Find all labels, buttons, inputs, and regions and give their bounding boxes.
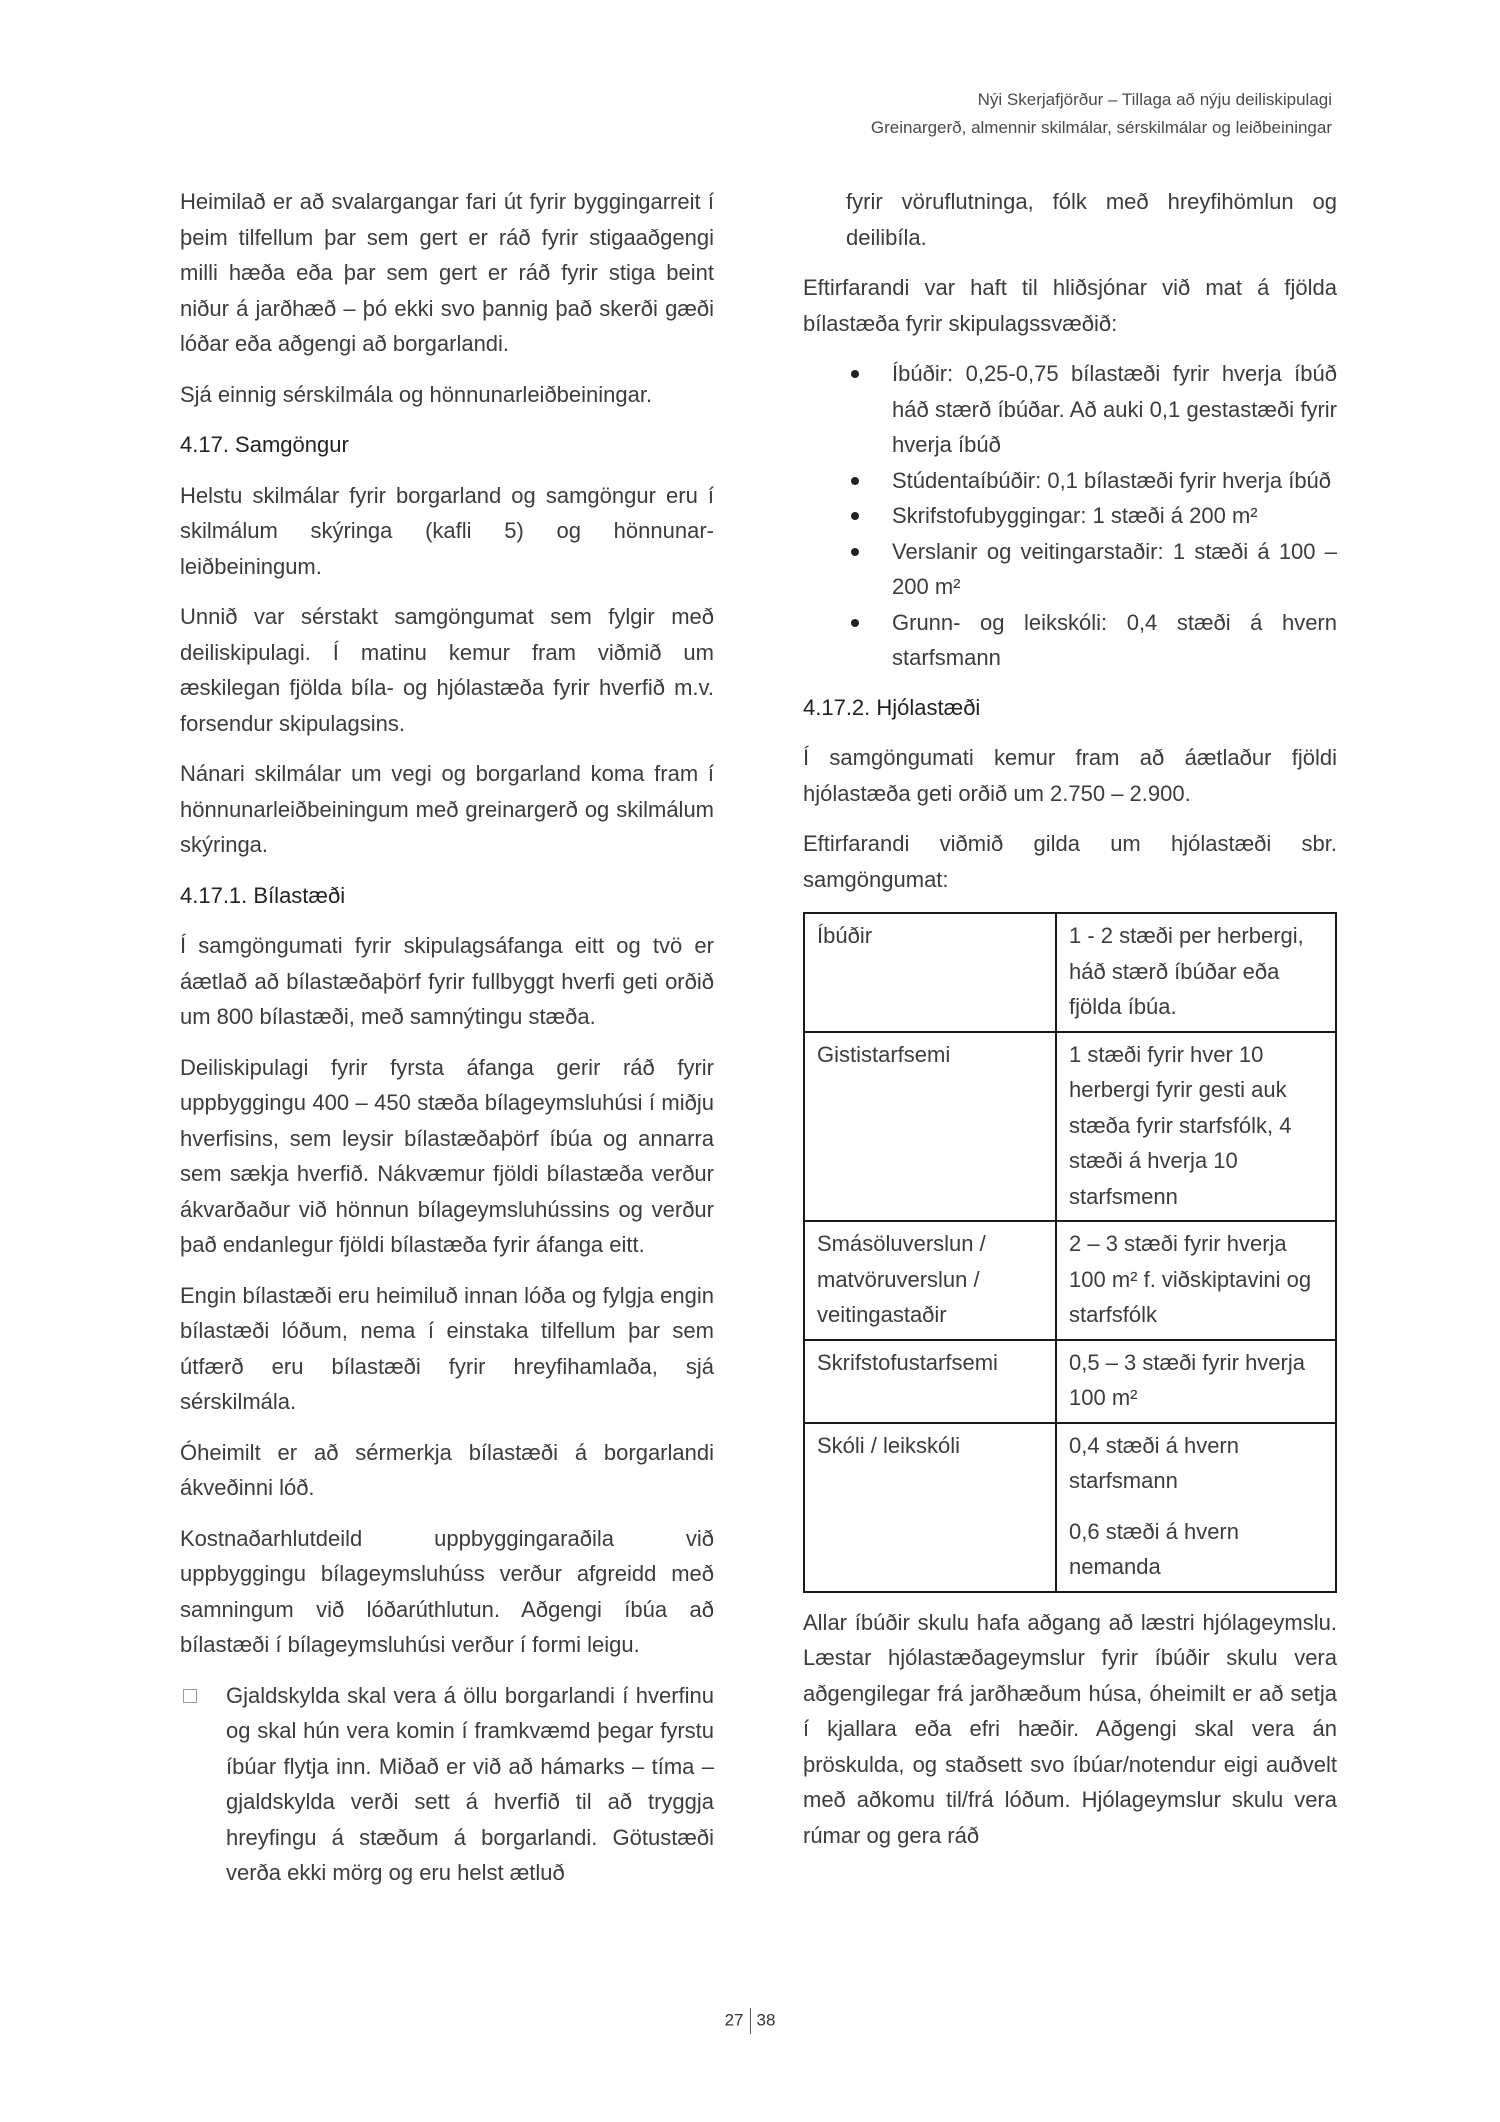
current-page: 27 — [724, 2010, 744, 2030]
table-cell-category: Gististarfsemi — [804, 1032, 1056, 1222]
paragraph: Eftirfarandi viðmið gilda um hjólastæði sbr. samgöngumat: — [803, 831, 1337, 892]
section-heading-4-17: 4.17. Samgöngur — [180, 432, 349, 457]
list-item: Íbúðir: 0,25-0,75 bílastæði fyrir hverja íbúð háð stærð íbúðar. Að auki 0,1 gestastæði fyrir hverja íbúð — [803, 356, 1337, 463]
table-cell-category: Skóli / leikskóli — [804, 1423, 1056, 1592]
table-row — [804, 1423, 1336, 1592]
paragraph: Í samgöngumati kemur fram að áætlaður fjöldi hjólastæða geti orðið um 2.750 – 2.900. — [803, 745, 1337, 806]
paragraph: Deiliskipulagi fyrir fyrsta áfanga gerir ráð fyrir uppbyggingu 400 – 450 stæða bílageymsluhúsi í miðju hverfisins, sem leysir bílastæðaþörf íbúa og annarra sem sækja hverfið. Nákvæmur fjöldi bílastæða verður ákvarðaður við hönnun bílageymsluhússins og verður það endanlegur fjöldi bílastæða fyrir áfanga eitt. — [180, 1054, 714, 1257]
list-item: Verslanir og veitingarstaðir: 1 stæði á 100 – 200 m² — [803, 534, 1337, 605]
table-cell-requirement: 1 stæði fyrir hver 10 herbergi fyrir gesti auk stæða fyrir starfsfólk, 4 stæði á hverja 10 starfsmenn — [1056, 1032, 1336, 1222]
paragraph: Í samgöngumati fyrir skipulagsáfanga eitt og tvö er áætlað að bílastæðaþörf fyrir fullbyggt hverfi geti orðið um 800 bílastæði, með samnýtingu stæða. — [180, 933, 714, 1029]
parking-criteria-list — [803, 356, 1337, 676]
list-item — [180, 1678, 714, 1891]
paragraph: Allar íbúðir skulu hafa aðgang að læstri hjólageymslu. Læstar hjólastæðageymslur fyrir íbúðir skulu vera aðgengilegar frá jarðhæðum húsa, óheimilt er að setja í kjallara eða efri hæðir. Aðgengi skal vera án þröskulda, og staðsett svo íbúar/notendur eigi auðvelt með aðkomu til/frá lóðum. Hjólageymslur skulu vera rúmar og gera ráð — [803, 1609, 1337, 1848]
table-cell-category: Íbúðir — [804, 913, 1056, 1032]
header-title: Nýi Skerjafjörður – Tillaga að nýju deiliskipulagi — [977, 90, 1332, 109]
page-number — [0, 2008, 1500, 2034]
table-cell-category: Skrifstofustarfsemi — [804, 1340, 1056, 1423]
header-subtitle: Greinargerð, almennir skilmálar, sérskilmálar og leiðbeiningar — [870, 118, 1332, 137]
checkbox-bullet-list — [180, 1678, 714, 1891]
page-separator — [750, 2008, 751, 2034]
list-item-text: Gjaldskylda skal vera á öllu borgarlandi í hverfinu og skal hún vera komin í framkvæmd þegar fyrstu íbúar flytja inn. Miðað er við að hámarks – tíma – gjaldskylda verði sett á hverfið til að tryggja hreyfingu á stæðum á borgarlandi. Götustæði verða ekki mörg og eru helst ætluð — [226, 1682, 714, 1885]
paragraph-continued: fyrir vöruflutninga, fólk með hreyfihömlun og deilibíla. — [846, 189, 1337, 250]
paragraph: Sjá einnig sérskilmála og hönnunarleiðbeiningar. — [180, 381, 653, 407]
left-column — [180, 184, 714, 1891]
paragraph: Nánari skilmálar um vegi og borgarland koma fram í hönnunarleiðbeiningum með greinargerð og skilmálum skýringa. — [180, 761, 714, 857]
bullet-box-icon — [183, 1689, 197, 1703]
list-item: Stúdentaíbúðir: 0,1 bílastæði fyrir hverja íbúð — [803, 463, 1337, 499]
total-pages: 38 — [756, 2010, 776, 2030]
table-cell-requirement: 0,5 – 3 stæði fyrir hverja 100 m² — [1056, 1340, 1336, 1423]
list-item: Skrifstofubyggingar: 1 stæði á 200 m² — [803, 498, 1337, 534]
paragraph: Eftirfarandi var haft til hliðsjónar við mat á fjölda bílastæða fyrir skipulagssvæðið: — [803, 275, 1337, 336]
table-cell-category: Smásöluverslun / matvöruverslun / veitingastaðir — [804, 1221, 1056, 1340]
right-column — [803, 184, 1337, 1868]
paragraph: Engin bílastæði eru heimiluð innan lóða og fylgja engin bílastæði lóðum, nema í einstaka tilfellum þar sem útfærð eru bílastæði fyrir hreyfihamlaða, sjá sérskilmála. — [180, 1282, 714, 1414]
table-row — [804, 1340, 1336, 1423]
paragraph: Heimilað er að svalargangar fari út fyrir byggingarreit í þeim tilfellum þar sem gert er ráð fyrir stigaaðgengi milli hæða eða þar sem gert er ráð fyrir stiga beint niður á jarðhæð – þó ekki svo þannig það skerði gæði lóðar eða aðgengi að borgarlandi. — [180, 189, 714, 356]
paragraph: Kostnaðarhlutdeild uppbyggingaraðila við uppbyggingu bílageymsluhúss verður afgreidd með samningum við lóðarúthlutun. Aðgengi íbúa að bílastæði í bílageymsluhúsi verður í formi leigu. — [180, 1525, 714, 1657]
requirement-line: 0,4 stæði á hvern starfsmann — [1069, 1432, 1239, 1493]
running-header — [632, 86, 1332, 142]
table-cell-requirement — [1056, 1423, 1336, 1592]
table-cell-requirement: 2 – 3 stæði fyrir hverja 100 m² f. viðskiptavini og starfsfólk — [1056, 1221, 1336, 1340]
section-heading-4-17-2: 4.17.2. Hjólastæði — [803, 694, 981, 720]
paragraph: Unnið var sérstakt samgöngumat sem fylgir með deiliskipulagi. Í matinu kemur fram viðmið um æskilegan fjölda bíla- og hjólastæða fyrir hverfið m.v. forsendur skipulagsins. — [180, 604, 714, 736]
table-row — [804, 1221, 1336, 1340]
section-heading-4-17-1: 4.17.1. Bílastæði — [180, 882, 346, 908]
requirement-line: 0,6 stæði á hvern nemanda — [1069, 1518, 1239, 1579]
table-cell-requirement: 1 - 2 stæði per herbergi, háð stærð íbúðar eða fjölda íbúa. — [1056, 913, 1336, 1032]
list-item: Grunn- og leikskóli: 0,4 stæði á hvern starfsmann — [803, 605, 1337, 676]
bicycle-parking-table — [803, 912, 1337, 1593]
paragraph: Óheimilt er að sérmerkja bílastæði á borgarlandi ákveðinni lóð. — [180, 1439, 714, 1500]
table-row — [804, 913, 1336, 1032]
table-row — [804, 1032, 1336, 1222]
paragraph: Helstu skilmálar fyrir borgarland og samgöngur eru í skilmálum skýringa (kafli 5) og hönnunar-leiðbeiningum. — [180, 482, 714, 579]
